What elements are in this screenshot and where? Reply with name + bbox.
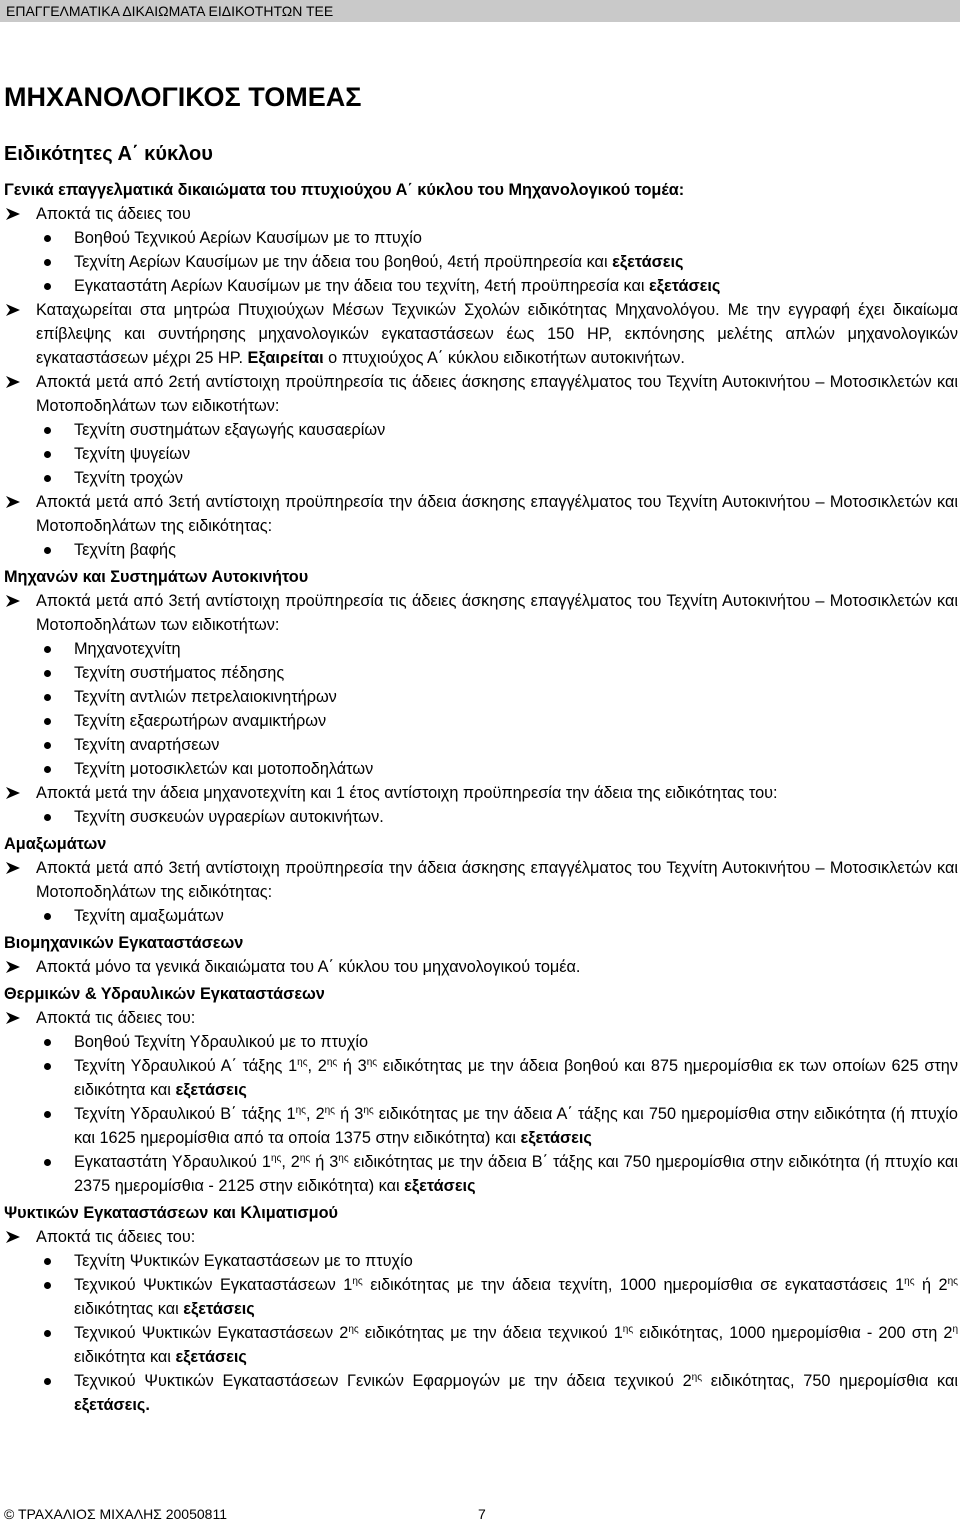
dot-bullet-icon xyxy=(44,913,51,920)
text-part: , 2 xyxy=(307,1057,327,1075)
machines-item-1 xyxy=(4,589,958,637)
text-part: Εγκαταστάτη Υδραυλικού 1 xyxy=(74,1153,271,1171)
general-bullet-3-bold: εξετάσεις xyxy=(649,277,721,295)
thermal-heading: Θερμικών & Υδραυλικών Εγκαταστάσεων xyxy=(4,985,325,1003)
cooling-bullet-4 xyxy=(4,1369,958,1417)
list-item-text: Τεχνίτη ψυγείων xyxy=(74,445,191,463)
dot-bullet-icon xyxy=(44,451,51,458)
bodywork-heading: Αμαξωμάτων xyxy=(4,835,107,853)
general-bullet-2 xyxy=(4,250,958,274)
footer-author: © ΤΡΑΧΑΛΙΟΣ ΜΙΧΑΛΗΣ 20050811 xyxy=(4,1506,227,1522)
general-bullet-3-text: Εγκαταστάτη Αερίων Καυσίμων με την άδεια του τεχνίτη, 4ετή προϋπηρεσία και xyxy=(74,277,650,295)
thermal-bullet-2 xyxy=(4,1054,958,1102)
ordinal-suffix: ης xyxy=(324,1105,336,1116)
bold-text: εξετάσεις xyxy=(520,1129,592,1147)
text-part: Τεχνικού Ψυκτικών Εγκαταστάσεων 2 xyxy=(74,1324,349,1342)
list-item xyxy=(4,733,958,757)
list-item-text: Τεχνίτη εξαερωτήρων αναμικτήρων xyxy=(74,712,327,730)
text-part: ειδικότητα και xyxy=(74,1348,176,1366)
list-item xyxy=(4,637,958,661)
dot-bullet-icon xyxy=(44,1111,51,1118)
machines-item-2-text: Αποκτά μετά την άδεια μηχανοτεχνίτη και 1 έτος αντίστοιχη προϋπηρεσία την άδεια της ειδικότητας του: xyxy=(36,784,778,802)
list-item-text: Τεχνίτη συστημάτων εξαγωγής καυσαερίων xyxy=(74,421,386,439)
text-part: ειδικότητας, 750 ημερομίσθια και xyxy=(702,1372,958,1390)
dot-bullet-icon xyxy=(44,427,51,434)
general-item-4-text: Αποκτά μετά από 3ετή αντίστοιχη προϋπηρεσία την άδεια άσκησης επαγγέλματος του Τεχνίτη Αυτοκινήτου – Μοτοσικλετών και Μοτοποδηλάτων της ειδικότητας: xyxy=(36,493,958,535)
text-part: , 2 xyxy=(281,1153,300,1171)
ordinal-suffix: η xyxy=(952,1324,959,1335)
text-part: ειδικότητας με την άδεια τεχνικού 1 xyxy=(358,1324,623,1342)
ordinal-suffix: ης xyxy=(299,1153,311,1164)
general-item-2-text: Καταχωρείται στα μητρώα Πτυχιούχων Μέσων Τεχνικών Σχολών ειδικότητας Μηχανολόγου. Με την εγγραφή έχει δικαίωμα επίβλεψης και συντήρησης μηχανολογικών εγκαταστάσεων έως 150 HP, εκπόνησης μελέτης απλών μηχανολογικών εγκαταστάσεων μέχρι 25 HP. xyxy=(36,301,958,367)
ordinal-suffix: ης xyxy=(363,1105,374,1116)
arrow-bullet-icon xyxy=(4,1006,24,1030)
bodywork-item-1-text: Αποκτά μετά από 3ετή αντίστοιχη προϋπηρεσία την άδεια άσκησης επαγγέλματος του Τεχνίτη Αυτοκινήτου – Μοτοσικλετών και Μοτοποδηλάτων της ειδικότητας: xyxy=(36,859,958,901)
thermal-bullet-1 xyxy=(4,1030,958,1054)
machines-item-1-text: Αποκτά μετά από 3ετή αντίστοιχη προϋπηρεσία τις άδειες άσκησης επαγγέλματος του Τεχνίτη Αυτοκινήτου – Μοτοσικλετών και Μοτοποδηλάτων των ειδικοτήτων: xyxy=(36,592,958,634)
general-bullet-1-text: Βοηθού Τεχνικού Αερίων Καυσίμων με το πτυχίο xyxy=(74,229,422,247)
machines-heading: Μηχανών και Συστημάτων Αυτοκινήτου xyxy=(4,568,309,586)
bold-text: εξετάσεις xyxy=(183,1300,255,1318)
dot-bullet-icon xyxy=(44,1063,51,1070)
list-item xyxy=(4,538,958,562)
ordinal-suffix: ης xyxy=(295,1105,306,1116)
general-item-3 xyxy=(4,370,958,418)
text-part: ή 3 xyxy=(337,1057,367,1075)
dot-bullet-icon xyxy=(44,742,51,749)
bold-text: εξετάσεις xyxy=(175,1081,247,1099)
text-part: Τεχνίτη Υδραυλικού Α΄ τάξης 1 xyxy=(74,1057,298,1075)
dot-bullet-icon xyxy=(44,259,51,266)
dot-bullet-icon xyxy=(44,235,51,242)
industrial-heading: Βιομηχανικών Εγκαταστάσεων xyxy=(4,934,244,952)
bold-text: εξετάσεις xyxy=(404,1177,476,1195)
general-item-3-text: Αποκτά μετά από 2ετή αντίστοιχη προϋπηρεσία τις άδειες άσκησης επαγγέλματος του Τεχνίτη Αυτοκινήτου – Μοτοσικλετών και Μοτοποδηλάτων των ειδικοτήτων: xyxy=(36,373,958,415)
text-part: Τεχνίτη Υδραυλικού Β΄ τάξης 1 xyxy=(74,1105,296,1123)
dot-bullet-icon xyxy=(44,1330,51,1337)
arrow-bullet-icon xyxy=(4,370,24,394)
ordinal-suffix: ης xyxy=(352,1276,363,1287)
list-item-text: Τεχνίτη συσκευών υγραερίων αυτοκινήτων. xyxy=(74,808,384,826)
list-item-text: Τεχνίτη βαφής xyxy=(74,541,176,559)
ordinal-suffix: ης xyxy=(270,1153,282,1164)
general-bullet-3 xyxy=(4,274,958,298)
general-item-2 xyxy=(4,298,958,370)
arrow-bullet-icon xyxy=(4,202,24,226)
list-item xyxy=(4,709,958,733)
dot-bullet-icon xyxy=(44,1282,51,1289)
bodywork-item-1 xyxy=(4,856,958,904)
list-item xyxy=(4,685,958,709)
list-item-text: Τεχνίτη αμαξωμάτων xyxy=(74,907,224,925)
dot-bullet-icon xyxy=(44,1378,51,1385)
list-item xyxy=(4,661,958,685)
general-item-1-text: Αποκτά τις άδειες του xyxy=(36,205,191,223)
ordinal-suffix: ης xyxy=(947,1276,958,1287)
text-part: , 2 xyxy=(305,1105,325,1123)
dot-bullet-icon xyxy=(44,670,51,677)
general-bullet-2-text: Τεχνίτη Αερίων Καυσίμων με την άδεια του βοηθού, 4ετή προϋπηρεσία και xyxy=(74,253,613,271)
text-part: ειδικότητας με την άδεια Β΄ τάξης και 750 ημερομίσθια στην ειδικότητα (ή πτυχίο και 2375 ημερομίσθια - 2125 στην ειδικότητα) και xyxy=(74,1153,958,1195)
ordinal-suffix: ης xyxy=(297,1057,308,1068)
thermal-item-1 xyxy=(4,1006,958,1030)
bold-text: εξετάσεις. xyxy=(74,1396,150,1414)
bold-text: εξετάσεις xyxy=(175,1348,247,1366)
general-item-2-tail: ο πτυχιούχος Α΄ κύκλου ειδικοτήτων αυτοκινήτων. xyxy=(323,349,685,367)
header-text: ΕΠΑΓΓΕΛΜΑΤΙΚΑ ΔΙΚΑΙΩΜΑΤΑ ΕΙΔΙΚΟΤΗΤΩΝ ΤΕΕ xyxy=(6,3,334,19)
ordinal-suffix: ης xyxy=(348,1324,359,1335)
text-part: ειδικότητας με την άδεια Α΄ τάξης και 750 ημερομίσθια στην ειδικότητα (ή πτυχίο και 1625 ημερομίσθια από τα οποία 1375 στην ειδικότητα) και xyxy=(74,1105,958,1147)
text-part: ειδικότητας και xyxy=(74,1300,184,1318)
dot-bullet-icon xyxy=(44,475,51,482)
text-part: ή 2 xyxy=(914,1276,948,1294)
machines-item-2 xyxy=(4,781,958,805)
list-item-text: Τεχνίτη τροχών xyxy=(74,469,183,487)
list-item xyxy=(4,442,958,466)
general-item-2-bold: Εξαιρείται xyxy=(247,349,324,367)
text-part: Τεχνικού Ψυκτικών Εγκαταστάσεων 1 xyxy=(74,1276,353,1294)
list-item xyxy=(4,466,958,490)
dot-bullet-icon xyxy=(44,646,51,653)
list-item xyxy=(4,805,958,829)
general-item-4 xyxy=(4,490,958,538)
arrow-bullet-icon xyxy=(4,856,24,880)
thermal-item-1-text: Αποκτά τις άδειες του: xyxy=(36,1009,196,1027)
dot-bullet-icon xyxy=(44,283,51,290)
arrow-bullet-icon xyxy=(4,781,24,805)
ordinal-suffix: ης xyxy=(326,1057,338,1068)
cooling-bullet-3 xyxy=(4,1321,958,1369)
general-bullet-2-bold: εξετάσεις xyxy=(612,253,684,271)
ordinal-suffix: ης xyxy=(622,1324,634,1335)
section-title: ΜΗΧΑΝΟΛΟΓΙΚΟΣ ΤΟΜΕΑΣ xyxy=(4,82,362,112)
dot-bullet-icon xyxy=(44,1159,51,1166)
general-bullet-1 xyxy=(4,226,958,250)
cooling-item-1 xyxy=(4,1225,958,1249)
page-number: 7 xyxy=(478,1506,486,1522)
text-part: ειδικότητας με την άδεια τεχνίτη, 1000 ημερομίσθια σε εγκαταστάσεις 1 xyxy=(362,1276,905,1294)
arrow-bullet-icon xyxy=(4,589,24,613)
industrial-item-1-text: Αποκτά μόνο τα γενικά δικαιώματα του Α΄ κύκλου του μηχανολογικού τομέα. xyxy=(36,958,581,976)
list-item xyxy=(4,757,958,781)
list-item-text: Τεχνίτη μοτοσικλετών και μοτοποδηλάτων xyxy=(74,760,374,778)
ordinal-suffix: ης xyxy=(691,1372,703,1383)
list-item-text: Τεχνίτη Ψυκτικών Εγκαταστάσεων με το πτυχίο xyxy=(74,1252,413,1270)
industrial-item-1 xyxy=(4,955,958,979)
ordinal-suffix: ης xyxy=(338,1153,349,1164)
list-item-text: Μηχανοτεχνίτη xyxy=(74,640,181,658)
text-part: ή 3 xyxy=(310,1153,339,1171)
dot-bullet-icon xyxy=(44,547,51,554)
arrow-bullet-icon xyxy=(4,1225,24,1249)
thermal-bullet-3 xyxy=(4,1102,958,1150)
list-item-text: Τεχνίτη αναρτήσεων xyxy=(74,736,220,754)
dot-bullet-icon xyxy=(44,718,51,725)
dot-bullet-icon xyxy=(44,766,51,773)
list-item-text: Βοηθού Τεχνίτη Υδραυλικού με το πτυχίο xyxy=(74,1033,369,1051)
text-part: ή 3 xyxy=(335,1105,364,1123)
cooling-heading: Ψυκτικών Εγκαταστάσεων και Κλιματισμού xyxy=(4,1204,339,1222)
subtitle: Ειδικότητες Α΄ κύκλου xyxy=(4,143,213,165)
ordinal-suffix: ης xyxy=(904,1276,915,1287)
cooling-bullet-2 xyxy=(4,1273,958,1321)
cooling-bullet-1 xyxy=(4,1249,958,1273)
dot-bullet-icon xyxy=(44,694,51,701)
text-part: ειδικότητας με την άδεια βοηθού και 875 ημερομίσθια εκ των οποίων 625 στην ειδικότητα και xyxy=(74,1057,959,1099)
arrow-bullet-icon xyxy=(4,955,24,979)
general-heading: Γενικά επαγγελματικά δικαιώματα του πτυχιούχου Α΄ κύκλου του Μηχανολογικού τομέα: xyxy=(4,181,685,199)
list-item-text: Τεχνίτη αντλιών πετρελαιοκινητήρων xyxy=(74,688,337,706)
arrow-bullet-icon xyxy=(4,490,24,514)
document-body xyxy=(4,178,958,1417)
list-item xyxy=(4,904,958,928)
arrow-bullet-icon xyxy=(4,298,24,322)
ordinal-suffix: ης xyxy=(366,1057,378,1068)
page-header xyxy=(0,0,960,22)
cooling-item-1-text: Αποκτά τις άδειες του: xyxy=(36,1228,196,1246)
general-item-1 xyxy=(4,202,958,226)
page-footer xyxy=(4,1505,958,1523)
dot-bullet-icon xyxy=(44,1039,51,1046)
dot-bullet-icon xyxy=(44,1258,51,1265)
text-part: Τεχνικού Ψυκτικών Εγκαταστάσεων Γενικών Εφαρμογών με την άδεια τεχνικού 2 xyxy=(74,1372,692,1390)
dot-bullet-icon xyxy=(44,814,51,821)
list-item xyxy=(4,418,958,442)
text-part: ειδικότητας, 1000 ημερομίσθια - 200 στη 2 xyxy=(633,1324,953,1342)
list-item-text: Τεχνίτη συστήματος πέδησης xyxy=(74,664,285,682)
thermal-bullet-4 xyxy=(4,1150,958,1198)
